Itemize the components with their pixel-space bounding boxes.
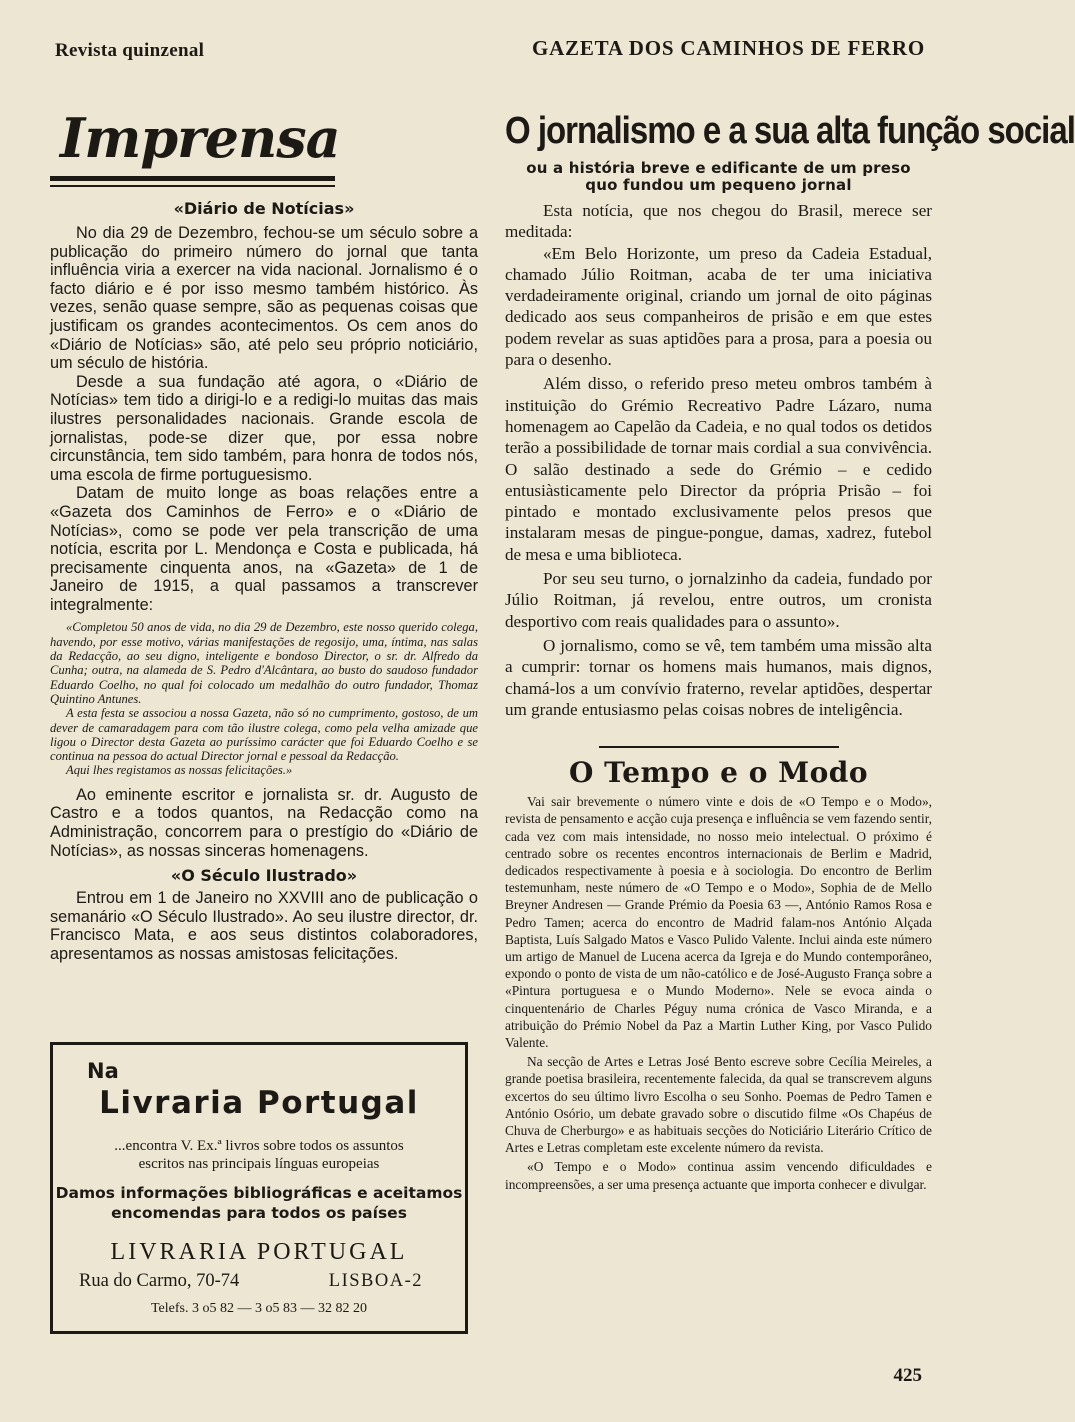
paragraph: Esta notícia, que nos chegou do Brasil, merece ser meditada: [505, 201, 932, 242]
quote-paragraph: Aqui lhes registamos as nossas felicitações.» [66, 763, 293, 778]
section-title-imprensa: Imprensa [60, 106, 340, 170]
quote-paragraph: «Completou 50 anos de vida, no dia 29 de Dezembro, este nosso querido colega, havendo, por esse motivo, várias manifestações de regosijo, uma, íntima, nas salas da Redacção, ao seu digno, inteligente e bondoso Director, o sr. dr. Alfredo da Cunha; outra, na alameda de S. Pedro d'Alcântara, ao busto do saudoso fundador Eduardo Coelho, no qual foi colocado um medalhão do outro fundador, Thomaz Quintino Antunes. [50, 620, 478, 706]
section-divider [599, 746, 839, 748]
header-right: GAZETA DOS CAMINHOS DE FERRO [531, 36, 925, 60]
quote-paragraph: A esta festa se associou a nossa Gazeta, não só no cumprimento, gostoso, de um dever de camaradagem para com tão ilustre colega, como pela velha amizade que ligou o Director desta Gazeta ao puríssimo carácter que foi Eduardo Coelho e se continua na pessoa do actual Director jornal e pessoal da Redacção. [50, 706, 478, 764]
article-subtitle [505, 160, 932, 194]
right-column [505, 100, 1075, 1193]
subheading-diario: «Diário de Notícias» [173, 199, 355, 218]
ad-city: LISBOA-2 [328, 1271, 423, 1291]
ad-address: Rua do Carmo, 70-74 [79, 1271, 240, 1291]
paragraph: Vai sair brevemente o número vinte e dois de «O Tempo e o Modo», revista de pensamento e acção cuja presença e influência se vem fazendo sentir, cada vez com mais intensidade, no nosso meio intelectual. O próximo é centrado sobre os recentes encontros internacionais de Berlim e Madrid, dedicados respectivamente à poesia e à sociologia. Do encontro de Berlim testemunham, neste número de «O Tempo e o Modo», Sophia de de Mello Breyner Andresen — Grande Prémio da Poesia 63 —, António Ramos Rosa e Pedro Tamen; acerca do encontro de Madrid falam-nos António Alçada Baptista, Luís Salgado Matos e Vasco Pulido Valente. Inclui ainda este número um artigo de Manuel de Lucena acerca da Igreja e do Mundo contemporâneo, expondo o ponto de vista de um não-católico e de José-Augusto França sobre a «Pintura portuguesa e o Mundo Moderno». Nele se evoca ainda o cinquentenário de Charles Péguy numa crónica de Vasco Miranda, e a atribuição do Prémio Nobel da Paz a Martin Luther King, por Vasco Pulido Valente. [505, 794, 932, 1050]
paragraph: Além disso, o referido preso meteu ombros também à instituição do Grémio Recreativo Padre Lázaro, numa homenagem ao Capelão da Cadeia, e no qual todos os detidos terão a possibilidade de tornar mais cordial a sua convivência. O salão destinado a sede do Grémio – e cedido entusiàsticamente pelo Director da própria Prisão – foi pintado e montado exclusivamente pelos presos que instalaram mesas de pingue-pongue, damas, xadrez, futebol de mesa e uma biblioteca. [505, 374, 932, 564]
title-rule-thin [50, 185, 335, 187]
paragraph: Ao eminente escritor e jornalista sr. dr. Augusto de Castro e a todos quantos, na Redacção como na Administração, concorrem para o prestígio do «Diário de Notícias», as nossas sinceras homenagens. [50, 785, 478, 860]
ad-services [53, 1183, 465, 1223]
paragraph: Entrou em 1 de Janeiro no XXVIII ano de publicação o semanário «O Século Ilustrado». Ao seu ilustre director, dr. Francisco Mata, e aos seus distintos colaboradores, apresentamos as nossas amistosas felicitações. [50, 889, 478, 963]
paragraph: «Em Belo Horizonte, um preso da Cadeia Estadual, chamado Júlio Roitman, acaba de ter uma iniciativa verdadeiramente original, criando um jornal de oito páginas dedicado aos seus companheiros de prisão e em que estes podem revelar as suas aptidões para a prosa, para a poesia ou para o desenho. [505, 243, 932, 370]
paragraph: Datam de muito longe as boas relações entre a «Gazeta dos Caminhos de Ferro» e o «Diário de Notícias», como se pode ver pela transcrição de uma notícia, escrita por L. Mendonça e Costa e publicada, há precisamente cinquenta anos, na «Gazeta» de 1 de Janeiro de 1915, a qual passamos a transcrever integralmente: [50, 484, 478, 614]
ad-store-name: LIVRARIA PORTUGAL [110, 1239, 408, 1265]
page-number: 425 [893, 1365, 922, 1386]
article-subtitle-line: ou a história breve e edificante de um preso [526, 159, 911, 177]
paragraph: Na secção de Artes e Letras José Bento escreve sobre Cecília Meireles, a grande poetisa brasileira, recentemente falecida, da qual se transcrevem alguns excertos do seu último livro Escolha o seu Sonho. Poemas de Pedro Tamen e António Osório, um debate gravado sobre o discutido filme «Os Chapéus de Chuva de Cherburgo» e as habituais secções do Noticiário Literário Crítico de Artes e Letras completam este excelente número da revista. [505, 1054, 932, 1156]
article-title: O jornalismo e a sua alta função social [505, 108, 1075, 152]
title-rule-thick [50, 176, 335, 181]
ad-na: Na [87, 1059, 119, 1083]
paragraph: Por seu seu turno, o jornalzinho da cadeia, fundado por Júlio Roitman, já revelou, entre outros, um cronista desportivo com reais qualidades para o assunto». [505, 569, 932, 631]
paragraph: No dia 29 de Dezembro, fechou-se um século sobre a publicação do primeiro número do jornal que tanta influência viria a exercer na vida nacional. Jornalismo é o facto diário e é por isso mesmo também histórico. Às vezes, senão quase sempre, são as pequenas coisas que justificam os grandes acontecimentos. Os cem anos do «Diário de Notícias» são, até pelo seu próprio noticiário, um século de história. [50, 224, 478, 373]
paragraph: Desde a sua fundação até agora, o «Diário de Notícias» tem tido a dirigi-lo e a redigi-lo muitas das mais ilustres personalidades nacionais. Grande escola de jornalistas, pode-se dizer que, por essa nobre circunstância, tem sido também, para honra de todos nós, uma escola de firme portuguesismo. [50, 372, 478, 484]
header-left: Revista quinzenal [55, 40, 205, 61]
ad-description-line: ...encontra V. Ex.ª livros sobre todos os assuntos [114, 1138, 404, 1154]
ad-services-line: encomendas para todos os países [111, 1204, 407, 1222]
paragraph: «O Tempo e o Modo» continua assim vencendo dificuldades e incompreensões, a ser uma presença actuante que importa conhecer e divulgar. [505, 1159, 932, 1192]
ad-phones: Telefs. 3 o5 82 — 3 o5 83 — 32 82 20 [150, 1301, 367, 1316]
article-subtitle-line: quo fundou um pequeno jornal [585, 176, 852, 194]
left-column [50, 100, 478, 963]
ad-description-line: escritos nas principais línguas europeias [138, 1156, 380, 1172]
subheading-seculo: «O Século Ilustrado» [170, 866, 358, 886]
advertisement-livraria-portugal [50, 1042, 468, 1334]
paragraph: O jornalismo, como se vê, tem também uma missão alta a cumprir: tornar os homens mais humanos, mais dignos, chamá-los a um convívio fraterno, revelar aptidões, despertar um grande entusiasmo pelas coisas nobres de inteligência. [505, 635, 932, 719]
ad-description [53, 1137, 465, 1173]
ad-brand: Livraria Portugal [99, 1085, 419, 1121]
tempo-modo-title: O Tempo e o Modo [568, 756, 869, 790]
ad-services-line: Damos informações bibliográficas e aceitamos [55, 1184, 463, 1202]
